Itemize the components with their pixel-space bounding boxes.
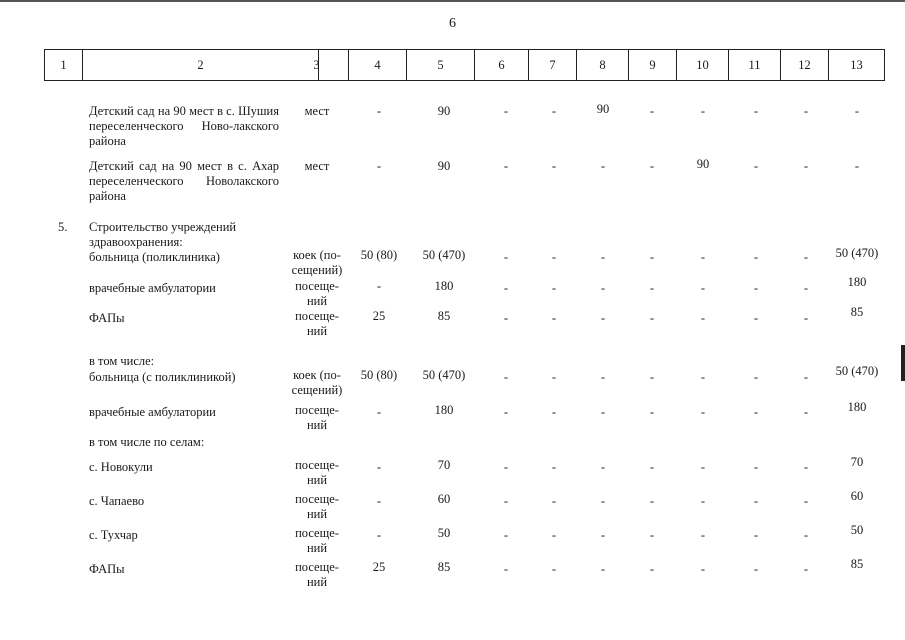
row-unit: посеще-ний [295, 560, 339, 589]
scan-edge-mark [901, 345, 905, 381]
row-value-col10: - [700, 104, 706, 118]
row-value-col4: 50 (80) [360, 368, 398, 382]
row-value-col4: - [376, 159, 382, 173]
row-value-col12: - [803, 528, 809, 542]
row-value-col8: - [600, 528, 606, 542]
column-header-9: 9 [629, 50, 677, 80]
row-value-col11: - [753, 250, 759, 264]
row-value-col7: - [551, 460, 557, 474]
row-value-col4: 25 [372, 560, 386, 574]
row-value-col6: - [503, 405, 509, 419]
row-value-col13: 70 [850, 455, 864, 469]
column-header-11: 11 [729, 50, 781, 80]
row-value-col5: 180 [434, 403, 454, 417]
row-value-col9: - [649, 460, 655, 474]
row-value-col9: - [649, 405, 655, 419]
column-header-5: 5 [407, 50, 475, 80]
row-value-col10: - [700, 370, 706, 384]
row-value-col11: - [753, 159, 759, 173]
row-value-col7: - [551, 405, 557, 419]
row-name: Детский сад на 90 мест в с. Шушия переселенческого Ново-лакского района [89, 104, 279, 148]
row-value-col6: - [503, 281, 509, 295]
column-header-6: 6 [475, 50, 529, 80]
row-value-col13: 50 [850, 523, 864, 537]
row-value-col5: 50 (470) [422, 368, 466, 382]
row-value-col9: - [649, 370, 655, 384]
row-value-col6: - [503, 494, 509, 508]
row-value-col13: 50 (470) [835, 246, 879, 260]
column-header-2: 2 [83, 50, 319, 80]
row-name: врачебные амбулатории [89, 405, 216, 419]
row-value-col12: - [803, 250, 809, 264]
row-value-col10: - [700, 528, 706, 542]
row-value-col9: - [649, 494, 655, 508]
row-value-col4: - [376, 405, 382, 419]
row-value-col13: 60 [850, 489, 864, 503]
row-value-col11: - [753, 460, 759, 474]
column-header-8: 8 [577, 50, 629, 80]
row-unit: мест [304, 159, 330, 173]
row-value-col13: 50 (470) [835, 364, 879, 378]
row-value-col11: - [753, 528, 759, 542]
row-value-col11: - [753, 104, 759, 118]
row-value-col9: - [649, 311, 655, 325]
row-value-col13: 85 [850, 305, 864, 319]
row-value-col5: 85 [437, 309, 451, 323]
subheading: в том числе: [89, 354, 155, 368]
row-value-col6: - [503, 562, 509, 576]
row-value-col10: - [700, 250, 706, 264]
row-value-col5: 85 [437, 560, 451, 574]
row-value-col12: - [803, 562, 809, 576]
row-value-col4: - [376, 104, 382, 118]
row-value-col6: - [503, 528, 509, 542]
page-number: 6 [449, 16, 456, 31]
row-value-col9: - [649, 528, 655, 542]
column-header-3: 3 [285, 50, 349, 80]
column-header-10: 10 [677, 50, 729, 80]
row-value-col7: - [551, 528, 557, 542]
row-value-col7: - [551, 562, 557, 576]
row-value-col12: - [803, 311, 809, 325]
row-value-col6: - [503, 370, 509, 384]
row-value-col9: - [649, 159, 655, 173]
column-header-1: 1 [45, 50, 83, 80]
row-value-col9: - [649, 281, 655, 295]
row-value-col12: - [803, 281, 809, 295]
row-value-col13: - [854, 104, 860, 118]
row-name: с. Новокули [89, 460, 153, 474]
row-value-col7: - [551, 494, 557, 508]
row-value-col13: 180 [847, 275, 867, 289]
row-value-col4: - [376, 494, 382, 508]
row-value-col6: - [503, 250, 509, 264]
row-unit: мест [304, 104, 330, 118]
row-value-col11: - [753, 370, 759, 384]
row-value-col5: 70 [437, 458, 451, 472]
row-name: с. Чапаево [89, 494, 145, 508]
row-value-col8: 90 [596, 102, 610, 116]
row-value-col8: - [600, 370, 606, 384]
row-unit: посеще-ний [295, 526, 339, 555]
subheading: в том числе по селам: [89, 435, 205, 449]
row-value-col7: - [551, 104, 557, 118]
row-value-col7: - [551, 250, 557, 264]
row-name: больница (поликлиника) [89, 250, 220, 264]
row-unit: посеще-ний [295, 458, 339, 487]
row-value-col6: - [503, 311, 509, 325]
row-value-col7: - [551, 159, 557, 173]
row-value-col10: - [700, 494, 706, 508]
row-value-col9: - [649, 562, 655, 576]
row-unit: посеще-ний [295, 403, 339, 432]
row-value-col11: - [753, 494, 759, 508]
row-value-col5: 90 [437, 104, 451, 118]
column-header-7: 7 [529, 50, 577, 80]
column-header-4: 4 [349, 50, 407, 80]
row-value-col4: 50 (80) [360, 248, 398, 262]
row-value-col10: - [700, 281, 706, 295]
row-value-col12: - [803, 104, 809, 118]
row-value-col5: 50 [437, 526, 451, 540]
row-value-col8: - [600, 494, 606, 508]
row-value-col10: - [700, 460, 706, 474]
row-value-col13: 180 [847, 400, 867, 414]
row-name: Детский сад на 90 мест в с. Ахар переселенческого Новолакского района [89, 159, 279, 203]
column-header-12: 12 [781, 50, 829, 80]
column-header-13: 13 [829, 50, 885, 80]
row-value-col10: - [700, 405, 706, 419]
row-value-col8: - [600, 562, 606, 576]
row-value-col6: - [503, 460, 509, 474]
row-value-col6: - [503, 159, 509, 173]
row-value-col11: - [753, 311, 759, 325]
row-value-col12: - [803, 494, 809, 508]
row-value-col12: - [803, 405, 809, 419]
row-unit: коек (по-сещений) [291, 248, 343, 277]
row-value-col5: 180 [434, 279, 454, 293]
row-value-col5: 50 (470) [422, 248, 466, 262]
section-number: 5. [58, 220, 68, 234]
row-value-col8: - [600, 460, 606, 474]
row-value-col7: - [551, 370, 557, 384]
row-value-col5: 90 [437, 159, 451, 173]
row-value-col9: - [649, 250, 655, 264]
section-title: Строительство учреждений здравоохранения: [89, 220, 237, 249]
row-value-col10: - [700, 562, 706, 576]
row-value-col11: - [753, 405, 759, 419]
row-value-col4: 25 [372, 309, 386, 323]
row-unit: коек (по-сещений) [291, 368, 343, 397]
row-value-col6: - [503, 104, 509, 118]
row-value-col8: - [600, 311, 606, 325]
row-value-col7: - [551, 311, 557, 325]
row-value-col8: - [600, 281, 606, 295]
row-value-col8: - [600, 159, 606, 173]
row-value-col4: - [376, 528, 382, 542]
row-name: больница (с поликлиникой) [89, 370, 236, 384]
row-unit: посеще-ний [295, 309, 339, 338]
row-value-col12: - [803, 460, 809, 474]
row-value-col5: 60 [437, 492, 451, 506]
row-value-col9: - [649, 104, 655, 118]
row-value-col8: - [600, 405, 606, 419]
row-value-col11: - [753, 281, 759, 295]
row-name: врачебные амбулатории [89, 281, 216, 295]
row-value-col13: - [854, 159, 860, 173]
row-value-col13: 85 [850, 557, 864, 571]
row-unit: посеще-ний [295, 492, 339, 521]
row-value-col10: 90 [696, 157, 710, 171]
row-value-col12: - [803, 159, 809, 173]
row-name: ФАПы [89, 562, 125, 576]
row-unit: посеще-ний [295, 279, 339, 308]
row-value-col12: - [803, 370, 809, 384]
row-value-col4: - [376, 279, 382, 293]
row-name: ФАПы [89, 311, 125, 325]
row-name: с. Тухчар [89, 528, 138, 542]
row-value-col8: - [600, 250, 606, 264]
row-value-col4: - [376, 460, 382, 474]
row-value-col11: - [753, 562, 759, 576]
row-value-col7: - [551, 281, 557, 295]
row-value-col10: - [700, 311, 706, 325]
